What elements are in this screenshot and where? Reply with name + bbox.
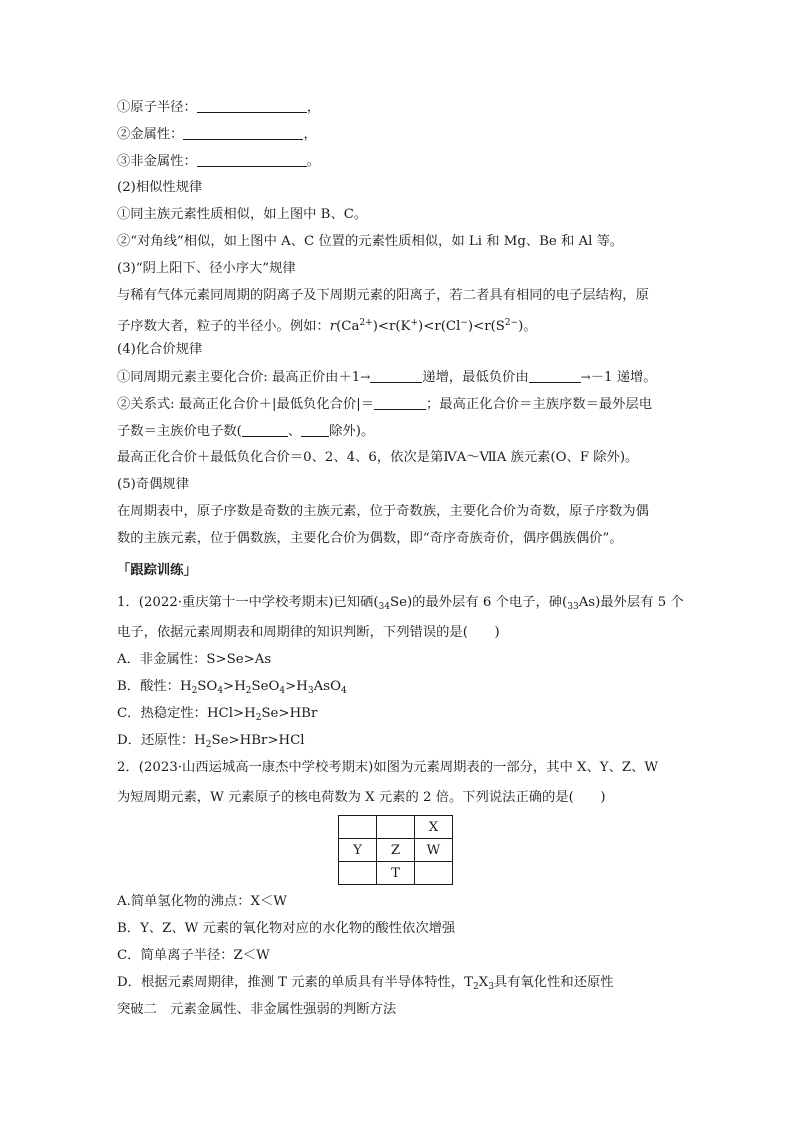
text-valence-sum-rule: 最高正化合价＋最低负化合价＝0、2、4、6，依次是第ⅣA～ⅦA 族元素(O、F 除外)。 [117,450,639,465]
table-cell: T [377,862,415,885]
text-ion-rule-2: 子序数大者，粒子的半径小。例如：$r(Ca^{2+})<r(K^+)<r(Cl^-)<r(S^{2-})$。 [117,318,537,334]
blank-metallicity[interactable] [183,125,303,140]
table-cell [339,816,377,839]
question-2-option-c[interactable]: C．简单离子半径：Z＜W [117,948,270,963]
table-cell [377,816,415,839]
section-heading-breakthrough-2: 突破二 元素金属性、非金属性强弱的判断方法 [117,1002,397,1017]
blank-highest-valence[interactable] [370,368,422,383]
blank-exception-1[interactable] [242,422,288,437]
line-nonmetallicity: ③非金属性： 。 [117,154,321,169]
heading-odd-even-rule: (5)奇偶规律 [117,477,190,492]
question-2-option-a[interactable]: A.简单氢化物的沸点：X＜W [117,894,287,909]
table-cell: X [415,816,453,839]
text-valence-electrons: 子数＝主族价电子数( 、 除外)。 [117,424,375,439]
question-1-option-d[interactable]: D．还原性：$H_2Se>HBr>HCl$ [117,733,305,750]
line-atomic-radius: ①原子半径： ， [117,100,321,115]
question-1-stem-1: 1．(2022·重庆第十一中学校考期末)已知硒$(_{34}Se)$的最外层有 6 个电子，砷$(_{33}As)$最外层有 5 个 [117,595,684,612]
table-row [339,862,453,885]
question-1-option-b[interactable]: B．酸性：$H_2SO_4>H_2SeO_4>H_3AsO_4$ [117,679,347,696]
heading-valence-rule: (4)化合价规律 [117,342,203,357]
question-1-option-a[interactable]: A．非金属性：S>Se>As [117,652,272,667]
question-2-stem-2: 为短周期元素，W 元素原子的核电荷数为 X 元素的 2 倍。下列说法正确的是( ) [117,790,606,805]
question-2-option-b[interactable]: B．Y、Z、W 元素的氧化物对应的水化物的酸性依次增强 [117,921,456,936]
line-metallicity: ②金属性： ， [117,127,317,142]
text-diagonal-rule: ②“对角线”相似，如上图中 A、C 位置的元素性质相似，如 Li 和 Mg、Be 和 Al 等。 [117,234,624,249]
table-row [339,816,453,839]
question-2-stem-1: 2．(2023·山西运城高一康杰中学校考期末)如图为元素周期表的一部分，其中 X、Y、Z、W [117,760,659,775]
text-valence-period: ①同周期元素主要化合价: 最高正价由＋1→ 递增，最低负价由 →－1 递增。 [117,370,657,385]
text-same-group: ①同主族元素性质相似，如上图中 B、C。 [117,207,368,222]
question-2-option-d[interactable]: D．根据元素周期律，推测 T 元素的单质具有半导体特性，$T_2X_3$具有氧化性和还原性 [117,975,614,992]
text-valence-relation: ②关系式: 最高正化合价＋|最低负化合价|＝ ；最高正化合价＝主族序数＝最外层电 [117,397,653,412]
table-row [339,839,453,862]
heading-ion-radius-rule: (3)“阴上阳下、径小序大”规律 [117,261,296,276]
text-ion-rule-1: 与稀有气体元素同周期的阴离子及下周期元素的阳离子，若二者具有相同的电子层结构，原 [117,288,649,303]
table-cell: W [415,839,453,862]
heading-similarity-rule: (2)相似性规律 [117,180,203,195]
blank-nonmetallicity[interactable] [197,152,307,167]
text-odd-even-1: 在周期表中，原子序数是奇数的主族元素，位于奇数族，主要化合价为奇数，原子序数为偶 [117,504,649,519]
text-odd-even-2: 数的主族元素，位于偶数族，主要化合价为偶数，即“奇序奇族奇价，偶序偶族偶价”。 [117,531,623,546]
table-cell [339,862,377,885]
blank-lowest-valence[interactable] [529,368,581,383]
blank-valence-sum[interactable] [374,395,426,410]
table-cell: Z [377,839,415,862]
blank-atomic-radius[interactable] [197,98,307,113]
table-cell: Y [339,839,377,862]
question-1-option-c[interactable]: C．热稳定性：$HCl>H_2Se>HBr$ [117,706,318,723]
table-cell [415,862,453,885]
tracking-training-heading: 「跟踪训练」 [117,563,197,578]
blank-exception-2[interactable] [301,422,329,437]
periodic-table-fragment [338,815,453,885]
question-1-stem-2: 电子，依据元素周期表和周期律的知识判断，下列错误的是( ) [117,625,500,640]
